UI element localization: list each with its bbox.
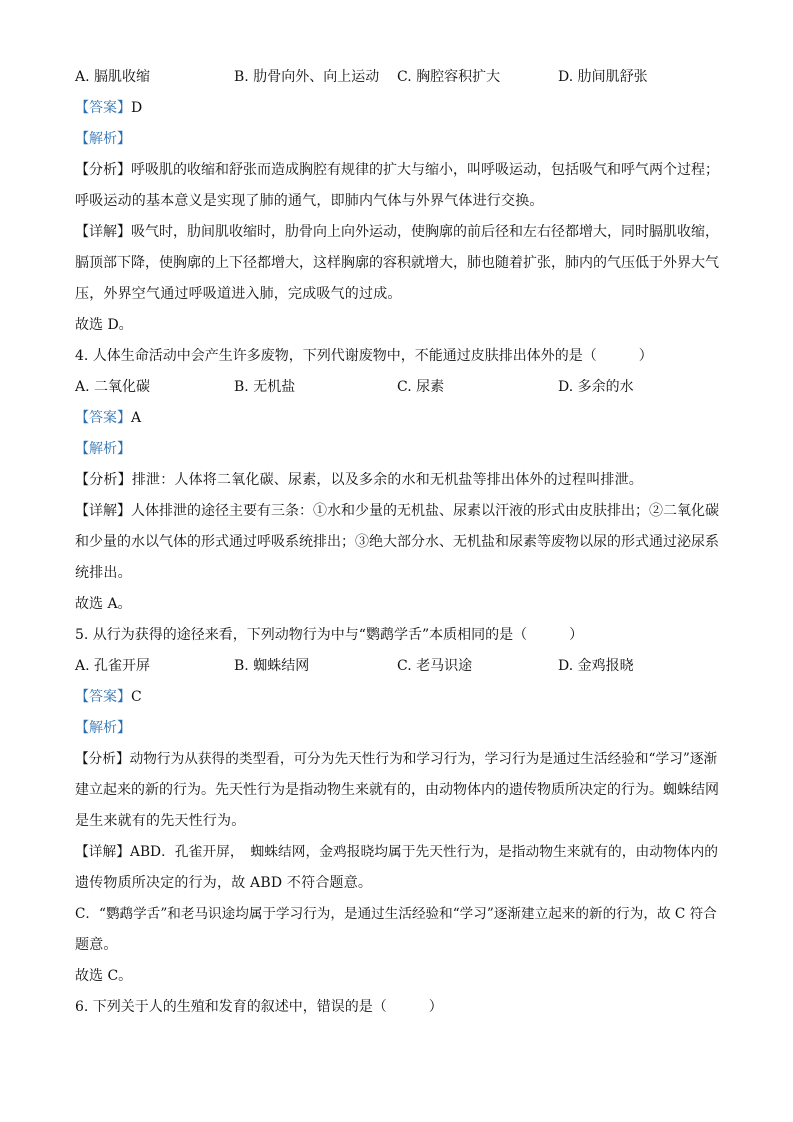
q3-answer: [75, 93, 725, 124]
q5-conclusion: 故选 C。: [75, 968, 133, 984]
q5-extra-line-1: C．“鹦鹉学舌”和老马识途均属于学习行为，是通过生活经验和“学习”逐渐建立起来的新的行为，故 C 符合: [75, 906, 717, 922]
answer-tag: 【答案】: [75, 100, 131, 116]
q5-option-b: B. 蜘蛛结网: [234, 658, 310, 674]
q4-option-c: C. 尿素: [397, 379, 445, 395]
analysis-tag: 【解析】: [75, 441, 131, 457]
fenxi-tag: 【分析】: [75, 472, 132, 488]
q4-stem: 4. 人体生命活动中会产生许多废物，下列代谢废物中，不能通过皮肤排出体外的是（ ）: [75, 348, 653, 364]
q4-answer: [75, 403, 725, 434]
q5-xiangjie-line-1: [75, 837, 725, 868]
q5-option-a: A. 孔雀开屏: [75, 658, 151, 674]
answer-value: A: [131, 410, 142, 426]
q4-analysis-heading: [75, 434, 725, 465]
answer-value: D: [131, 100, 143, 116]
fenxi-text: 排泄：人体将二氧化碳、尿素，以及多余的水和无机盐等排出体外的过程叫排泄。: [131, 472, 644, 488]
q5-option-d: D. 金鸡报晓: [558, 658, 634, 674]
q5-option-c: C. 老马识途: [397, 658, 473, 674]
xiangjie-tag: 【详解】: [75, 503, 131, 519]
q3-options: [75, 62, 725, 93]
q4-fenxi-line-1: [75, 465, 725, 496]
q4-option-b: B. 无机盐: [234, 379, 296, 395]
q3-option-c: C. 胸腔容积扩大: [397, 69, 501, 85]
analysis-tag: 【解析】: [75, 720, 131, 736]
q4-option-d: D. 多余的水: [558, 379, 634, 395]
q4-option-a: A. 二氧化碳: [75, 379, 151, 395]
q3-option-d: D. 肋间肌舒张: [558, 69, 648, 85]
q3-xiangjie-line-2: 膈顶部下降，使胸廓的上下径都增大，这样胸廓的容积就增大，肺也随着扩张，肺内的气压低于外界大气: [75, 255, 719, 271]
xiangjie-tag: 【详解】: [75, 224, 131, 240]
q3-fenxi-line-2: 呼吸运动的基本意义是实现了肺的通气，即肺内气体与外界气体进行交换。: [75, 193, 544, 209]
q4-conclusion: 故选 A。: [75, 596, 132, 612]
fenxi-text: 呼吸肌的收缩和舒张而造成胸腔有规律的扩大与缩小，叫呼吸运动，包括吸气和呼气两个过程；: [131, 162, 719, 178]
q5-options: [75, 651, 725, 682]
answer-tag: 【答案】: [75, 689, 131, 705]
q4-xiangjie-line-2: 和少量的水以气体的形式通过呼吸系统排出；③绝大部分水、无机盐和尿素等废物以尿的形式通过泌尿系: [75, 534, 719, 550]
q6-stem: 6. 下列关于人的生殖和发育的叙述中，错误的是（ ）: [75, 999, 443, 1015]
q5-xiangjie-line-2: 遗传物质所决定的行为，故 ABD 不符合题意。: [75, 875, 373, 891]
analysis-tag: 【解析】: [75, 131, 131, 147]
q5-answer: [75, 682, 725, 713]
q5-fenxi-line-3: 是生来就有的先天性行为。: [75, 813, 246, 829]
xiangjie-tag: 【详解】: [75, 844, 131, 860]
document-page: [75, 62, 725, 1023]
q3-option-a: A. 膈肌收缩: [75, 69, 151, 85]
q5-analysis-heading: [75, 713, 725, 744]
fenxi-text: 动物行为从获得的类型看，可分为先天性行为和学习行为，学习行为是通过生活经验和“学习”逐渐: [129, 751, 718, 767]
answer-value: C: [131, 689, 142, 705]
q3-fenxi-line-1: [75, 155, 725, 186]
q3-xiangjie-line-1: [75, 217, 725, 248]
fenxi-tag: 【分析】: [75, 751, 130, 767]
xiangjie-text: 吸气时，肋间肌收缩时，肋骨向上向外运动，使胸廓的前后径和左右径都增大，同时膈肌收缩，: [131, 224, 719, 240]
q5-fenxi-line-1: [75, 744, 725, 775]
fenxi-tag: 【分析】: [75, 162, 131, 178]
q3-conclusion: 故选 D。: [75, 317, 133, 333]
q3-option-b: B. 肋骨向外、向上运动: [234, 69, 380, 85]
q5-stem: 5. 从行为获得的途径来看，下列动物行为中与“鹦鹉学舌”本质相同的是（ ）: [75, 627, 584, 643]
q5-fenxi-line-2: 建立起来的新的行为。先天性行为是指动物生来就有的，由动物体内的遗传物质所决定的行为。蜘蛛结网: [75, 782, 719, 798]
q4-xiangjie-line-3: 统排出。: [75, 565, 132, 581]
q4-options: [75, 372, 725, 403]
q3-analysis-heading: [75, 124, 725, 155]
xiangjie-text: 人体排泄的途径主要有三条：①水和少量的无机盐、尿素以汗液的形式由皮肤排出；②二氧化碳: [131, 503, 719, 519]
q4-xiangjie-line-1: [75, 496, 725, 527]
answer-tag: 【答案】: [75, 410, 131, 426]
q5-extra-line-2: 题意。: [75, 937, 118, 953]
xiangjie-text: ABD．孔雀开屏， 蜘蛛结网，金鸡报晓均属于先天性行为，是指动物生来就有的，由动物体内的: [130, 844, 718, 860]
q3-xiangjie-line-3: 压，外界空气通过呼吸道进入肺，完成吸气的过成。: [75, 286, 402, 302]
